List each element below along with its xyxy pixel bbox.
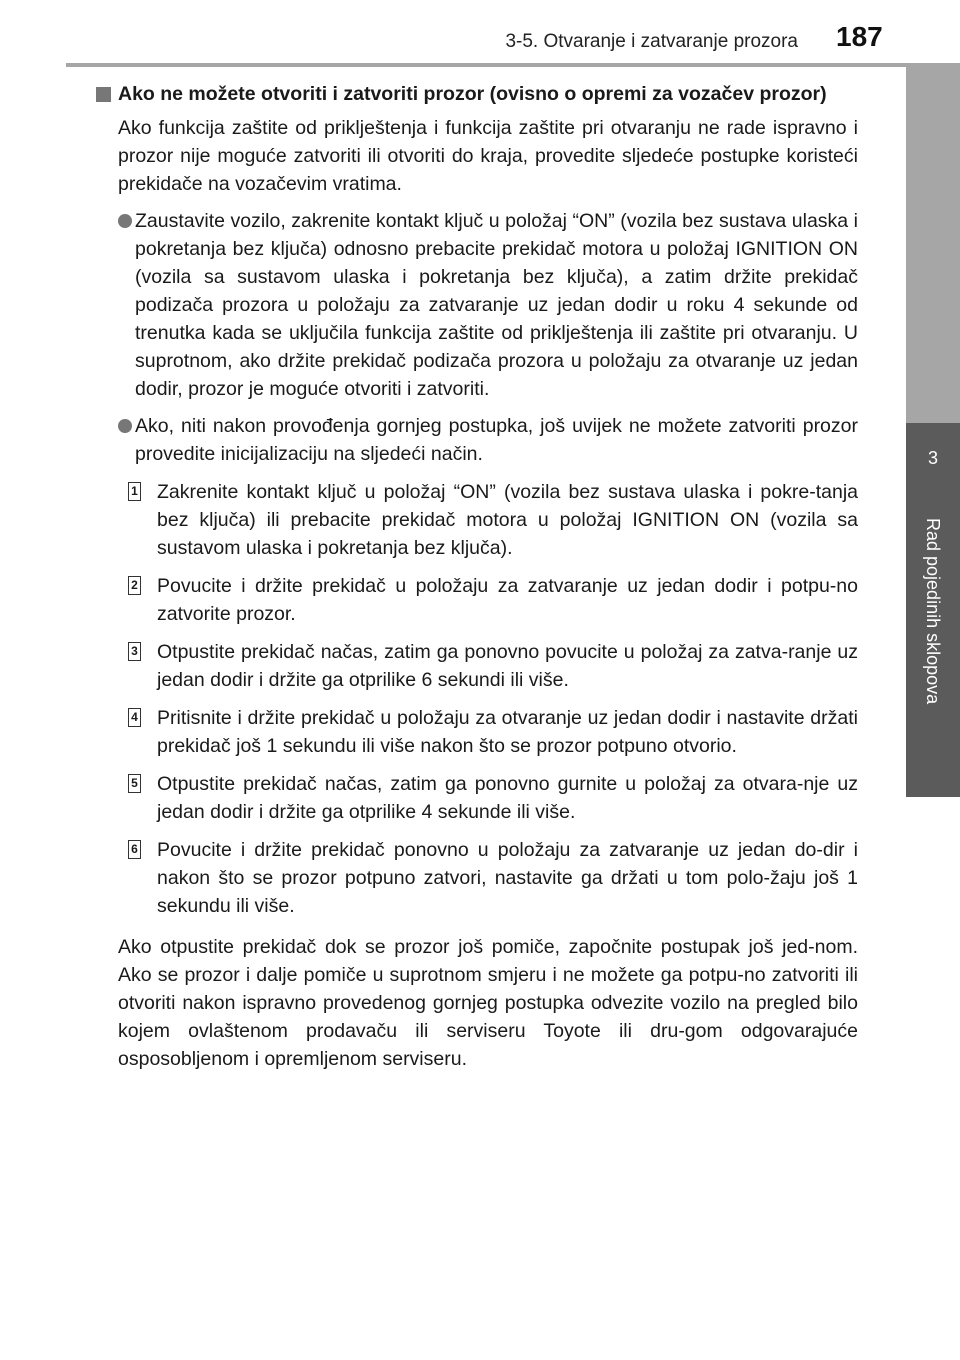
bullet-item xyxy=(118,412,858,468)
bullet-item xyxy=(118,207,858,403)
chapter-label: Rad pojedinih sklopova xyxy=(923,518,943,705)
step-item xyxy=(131,638,858,694)
step-text: Pritisnite i držite prekidač u položaju za otvaranje uz jedan dodir i nastavite držati prekidač još 1 sekundu ili više nakon što se prozor potpuno otvorio. xyxy=(157,707,858,757)
header-rule xyxy=(66,63,960,67)
step-text: Otpustite prekidač načas, zatim ga ponovno povucite u položaj za zatva-ranje uz jedan dodir i držite ga otprilike 6 sekundi ili više. xyxy=(157,641,858,691)
step-item xyxy=(131,478,858,562)
side-rule xyxy=(906,63,960,423)
chapter-number: 3 xyxy=(927,448,938,468)
step-text: Zakrenite kontakt ključ u položaj “ON” (vozila bez sustava ulaska i pokre-tanja bez ključa) ili prebacite prekidač motora u položaj IGNITION ON (vozila sa sustavom ulaska i pokretanja bez ključa). xyxy=(157,481,858,559)
step-number-box: 4 xyxy=(128,708,141,727)
bullet-text: Ako, niti nakon provođenja gornjeg postupka, još uvijek ne možete zatvoriti prozor provedite inicijalizaciju na sljedeći način. xyxy=(135,415,858,465)
step-number-box: 2 xyxy=(128,576,141,595)
step-item xyxy=(131,836,858,920)
section-heading-text: Ako ne možete otvoriti i zatvoriti prozor (ovisno o opremi za vozačev prozor) xyxy=(118,83,827,105)
intro-paragraph: Ako funkcija zaštite od priklještenja i funkcija zaštite pri otvaranju ne rade ispravno i prozor nije moguće zatvoriti ili otvoriti do kraja, provedite sljedeće postupke koristeći prekidače na vozačevim vratima. xyxy=(118,117,858,195)
circle-bullet-icon xyxy=(118,214,132,228)
section-title: 3-5. Otvaranje i zatvaranje prozora xyxy=(505,31,798,52)
section-heading xyxy=(96,80,858,108)
step-number-box: 1 xyxy=(128,482,141,501)
step-text: Povucite i držite prekidač u položaju za zatvaranje uz jedan dodir i potpu-no zatvorite prozor. xyxy=(157,575,858,625)
step-item xyxy=(131,704,858,760)
step-number-box: 3 xyxy=(128,642,141,661)
step-text: Povucite i držite prekidač ponovno u položaju za zatvaranje uz jedan do-dir i nakon što se prozor potpuno zatvori, nastavite ga držati u tom polo-žaju još 1 sekundu ili više. xyxy=(157,839,858,917)
step-number-box: 5 xyxy=(128,774,141,793)
step-number-box: 6 xyxy=(128,840,141,859)
step-item xyxy=(131,572,858,628)
step-item xyxy=(131,770,858,826)
page-number: 187 xyxy=(836,21,883,52)
bullet-text: Zaustavite vozilo, zakrenite kontakt ključ u položaj “ON” (vozila bez sustava ulaska i pokretanja bez ključa) odnosno prebacite prekidač motora u položaj IGNITION ON (vozila sa sustavom ulaska i pokretanja bez ključa), a zatim držite prekidač podizača prozora u položaju za zatvaranje uz jedan dodir u roku 4 sekunde od trenutka kada se uključila funkcija zaštite od priklještenja ili zaštite pri otvaranju. U suprotnom, ako držite prekidač podizača prozora u položaju za otvaranje uz jedan dodir, prozor je moguće otvoriti i zatvoriti. xyxy=(135,210,858,400)
circle-bullet-icon xyxy=(118,419,132,433)
square-bullet-icon xyxy=(96,87,111,102)
page-content xyxy=(96,80,858,1073)
closing-paragraph: Ako otpustite prekidač dok se prozor još pomiče, započnite postupak još jed-nom. Ako se prozor i dalje pomiče u suprotnom smjeru i ne možete ga potpu-no zatvoriti ili otvoriti nakon ispravno provedenog gornjeg postupka odvezite vozilo na pregled bilo kojem ovlaštenom prodavaču ili serviseru Toyote ili dru-gom odgovarajuće osposobljenom i opremljenom serviseru. xyxy=(118,936,858,1070)
step-text: Otpustite prekidač načas, zatim ga ponovno gurnite u položaj za otvara-nje uz jedan dodir i držite ga otprilike 4 sekunde ili više. xyxy=(157,773,858,823)
